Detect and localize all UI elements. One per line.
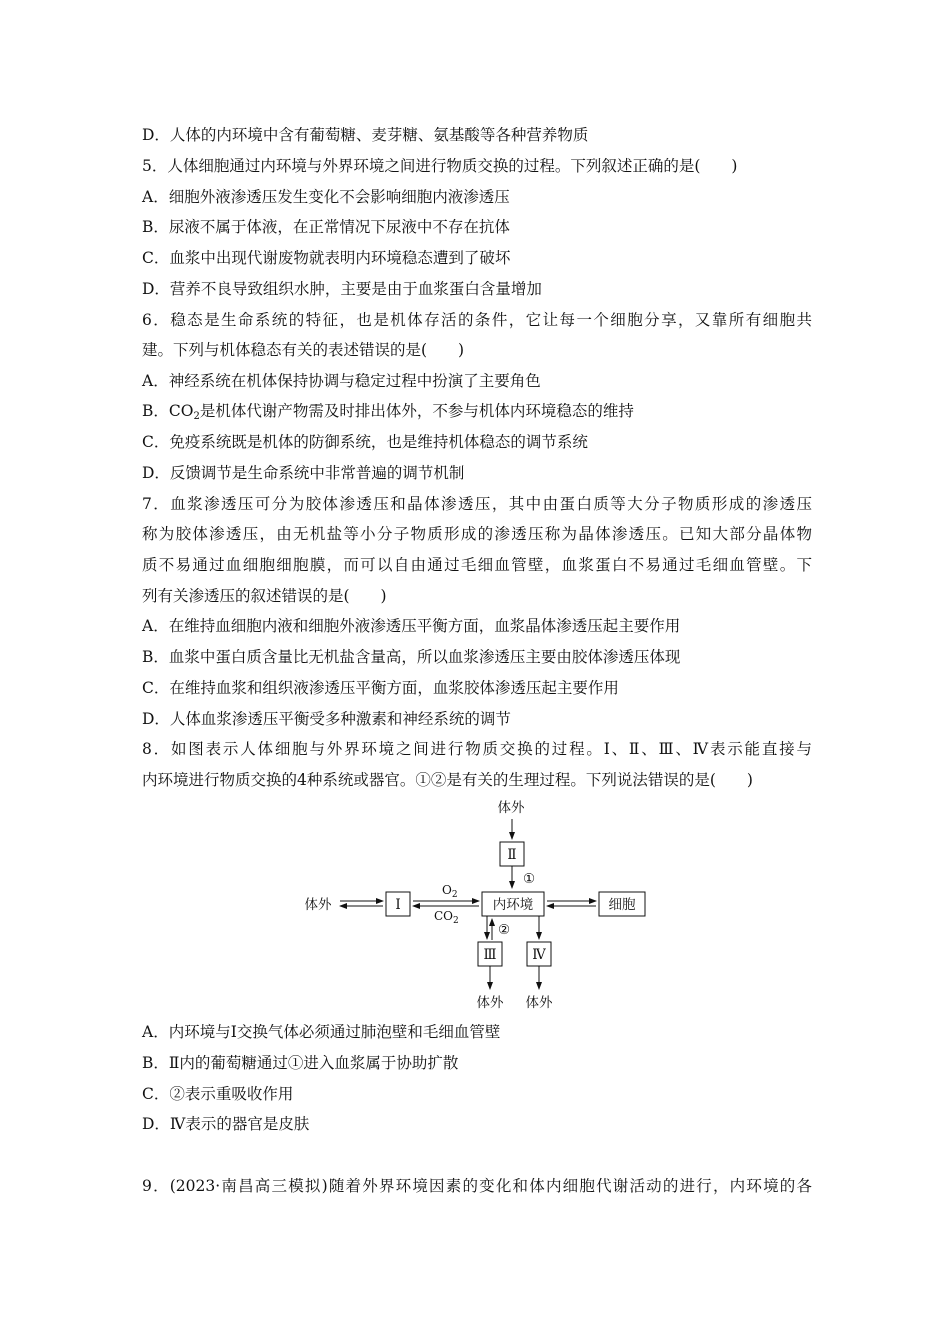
label-box-I: Ⅰ — [395, 897, 401, 913]
label-box-IV: Ⅳ — [532, 947, 546, 963]
q7-stem-line1: 7．血浆渗透压可分为胶体渗透压和晶体渗透压，其中由蛋白质等大分子物质形成的渗透压 — [142, 495, 812, 513]
label-process-2: ② — [498, 922, 511, 938]
q8-stem-line1: 8．如图表示人体细胞与外界环境之间进行物质交换的过程。Ⅰ、Ⅱ、Ⅲ、Ⅳ表示能直接与 — [142, 740, 812, 758]
q6-option-c: C．免疫系统既是机体的防御系统，也是维持机体稳态的调节系统 — [142, 433, 588, 451]
q7-stem-line3: 质不易通过血细胞细胞膜，而可以自由通过毛细血管壁，血浆蛋白不易通过毛细血管壁。下 — [142, 556, 812, 574]
q5-option-a: A．细胞外液渗透压发生变化不会影响细胞内液渗透压 — [142, 188, 510, 206]
label-cell: 细胞 — [608, 897, 636, 913]
q9-stem-line1: 9．(2023·南昌高三模拟)随着外界环境因素的变化和体内细胞代谢活动的进行，内环境的各 — [142, 1177, 812, 1195]
q5-option-c: C．血浆中出现代谢废物就表明内环境稳态遭到了破坏 — [142, 249, 511, 267]
q7-option-a: A．在维持血细胞内液和细胞外液渗透压平衡方面，血浆晶体渗透压起主要作用 — [142, 617, 681, 635]
q5-option-d: D．营养不良导致组织水肿，主要是由于血浆蛋白含量增加 — [142, 280, 542, 298]
label-o2 — [442, 883, 458, 900]
q7-stem-line4: 列有关渗透压的叙述错误的是( ) — [142, 587, 387, 605]
label-co2 — [434, 909, 459, 926]
q8-option-a: A．内环境与Ⅰ交换气体必须通过肺泡壁和毛细血管壁 — [142, 1023, 501, 1041]
label-o2-sub: 2 — [451, 890, 458, 900]
label-co2-text: CO — [434, 909, 454, 923]
q6-option-b-prefix: B．CO — [142, 402, 194, 420]
q6-option-a: A．神经系统在机体保持协调与稳定过程中扮演了主要角色 — [142, 372, 541, 390]
q6-option-d: D．反馈调节是生命系统中非常普遍的调节机制 — [142, 464, 465, 482]
label-process-1: ① — [523, 871, 536, 887]
exchange-diagram — [290, 792, 670, 1022]
q7-option-d: D．人体血浆渗透压平衡受多种激素和神经系统的调节 — [142, 710, 511, 728]
label-outside-left: 体外 — [304, 897, 332, 913]
label-outside-bottom-right: 体外 — [525, 995, 553, 1011]
label-box-II: Ⅱ — [507, 847, 517, 863]
label-o2-text: O — [442, 883, 452, 897]
q7-option-c: C．在维持血浆和组织液渗透压平衡方面，血浆胶体渗透压起主要作用 — [142, 679, 619, 697]
label-outside-bottom-left: 体外 — [476, 995, 504, 1011]
q8-stem-line2: 内环境进行物质交换的4种系统或器官。①②是有关的生理过程。下列说法错误的是( ) — [142, 771, 753, 789]
q8-option-b: B．Ⅱ内的葡萄糖通过①进入血浆属于协助扩散 — [142, 1054, 459, 1072]
label-internal-environment: 内环境 — [492, 897, 534, 913]
q6-stem-line1: 6．稳态是生命系统的特征，也是机体存活的条件，它让每一个细胞分享，又靠所有细胞共 — [142, 311, 812, 329]
label-box-III: Ⅲ — [483, 947, 497, 963]
q6-stem-line2: 建。下列与机体稳态有关的表述错误的是( ) — [142, 341, 465, 359]
label-outside-top: 体外 — [497, 800, 525, 816]
label-co2-sub: 2 — [453, 916, 459, 926]
co2-subscript: 2 — [193, 411, 200, 422]
q8-option-c: C．②表示重吸收作用 — [142, 1085, 294, 1103]
q8-option-d: D．Ⅳ表示的器官是皮肤 — [142, 1115, 310, 1133]
q6-option-b-text: 是机体代谢产物需及时排出体外，不参与机体内环境稳态的维持 — [199, 402, 634, 420]
q5-stem: 5．人体细胞通过内环境与外界环境之间进行物质交换的过程。下列叙述正确的是( ) — [142, 157, 738, 175]
q5-option-b: B．尿液不属于体液，在正常情况下尿液中不存在抗体 — [142, 218, 510, 236]
q6-option-b — [142, 400, 812, 428]
q7-stem-line2: 称为胶体渗透压，由无机盐等小分子物质形成的渗透压称为晶体渗透压。已知大部分晶体物 — [142, 525, 812, 543]
q4-option-d: D．人体的内环境中含有葡萄糖、麦芽糖、氨基酸等各种营养物质 — [142, 126, 589, 144]
q7-option-b: B．血浆中蛋白质含量比无机盐含量高，所以血浆渗透压主要由胶体渗透压体现 — [142, 648, 681, 666]
